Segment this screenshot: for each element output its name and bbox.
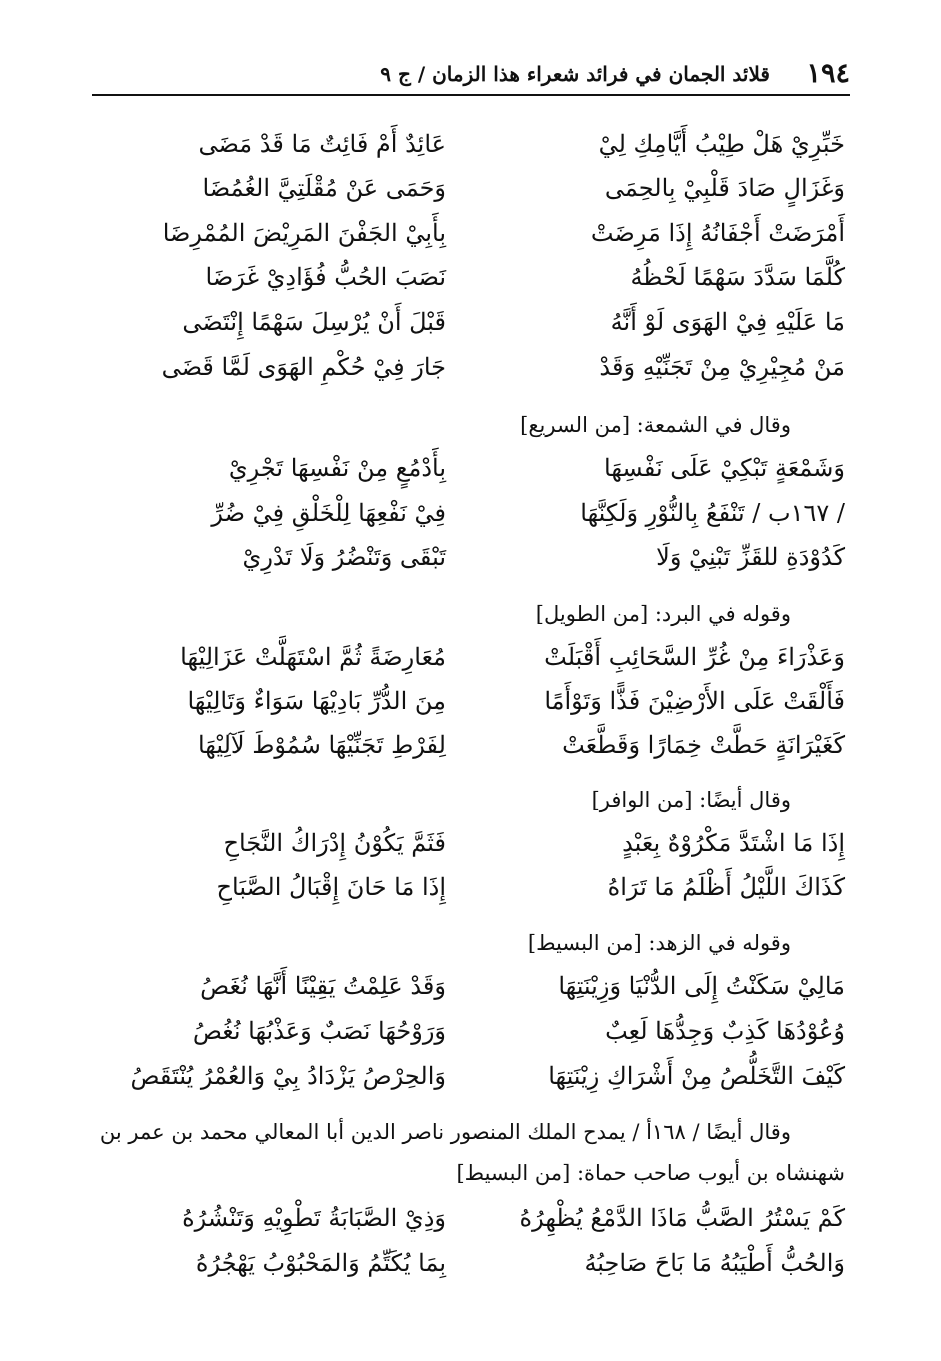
running-title: قلائد الجمان في فرائد شعراء هذا الزمان / ج ٩ — [380, 62, 770, 86]
verse-right: وَالحُبُّ أَطْيَبُهُ مَا بَاحَ صَاحِبُهُ — [584, 1249, 845, 1277]
verse-right: وَعَذْرَاءَ مِنْ غُرِّ السَّحَائِبِ أَقْبَلَتْ — [544, 643, 845, 671]
verse-left: وَذِيْ الصَّبَابَةُ تَطْوِيْهِ وَتَنْشُرُهُ — [182, 1204, 446, 1232]
verse-right: مَنْ مُجِيْرِيْ مِنْ تَجَنِّيْهِ وَقَدْ — [599, 353, 845, 381]
section-intro: وقال في الشمعة: [من السريع] — [520, 413, 791, 437]
verse-left: بِأَدْمُعٍ مِنْ نَفْسِهَا تَجْرِيْ — [228, 454, 446, 482]
page-header — [92, 58, 850, 94]
section-intro: وقال أيضًا: [من الوافر] — [591, 788, 791, 812]
verse-right: فَأَلْقَتْ عَلَى الأَرْضِيْنَ فَذًّا وَتَوْأَمًا — [544, 687, 845, 715]
verse-left: تَبْقَى وَتَنْضُرُ وَلَا تَدْرِيْ — [242, 543, 446, 571]
verse-right: كَذَاكَ اللَّيْلُ أَظْلَمُ مَا تَرَاهُ — [607, 873, 845, 901]
section-intro-continued: شهنشاه بن أيوب صاحب حماة: [من البسيط] — [456, 1161, 845, 1185]
verse-left: مِنَ الدُّرِّ بَادِيْهَا سَوَاءٌ وَتَالِيْهَا — [187, 687, 446, 715]
verse-right: كَيْفَ التَّخَلُّصُ مِنْ أَشْرَاكِ زِيْنَتِهَا — [548, 1062, 845, 1090]
verse-right: وَشَمْعَةٍ تَبْكِيْ عَلَى نَفْسِهَا — [604, 454, 845, 482]
section-intro: وقال أيضًا / ١٦٨أ / يمدح الملك المنصور ناصر الدين أبا المعالي محمد بن عمر بن — [99, 1120, 791, 1144]
page-number: ١٩٤ — [806, 58, 850, 89]
verse-right: إِذَا مَا اشْتَدَّ مَكْرُوْهٌ بِعَبْدٍ — [622, 829, 845, 857]
section-intro: وقوله في البرد: [من الطويل] — [535, 602, 791, 626]
header-rule — [92, 94, 850, 96]
verse-left: لِفَرْطِ تَجَنِّيْهَا سُمُوْطَ لَآلِيْهَا — [197, 731, 446, 759]
verse-left: قَبْلَ أَنْ يُرْسِلَ سَهْمًا إِنْتَضَى — [182, 308, 446, 336]
verse-left: فَثَمَّ يَكُوْنُ إِدْرَاكُ النَّجَاحِ — [223, 829, 446, 857]
verse-right: أَمْرَضَتْ أَجْفَانُهُ إِذَا مَرِضَتْ — [590, 219, 845, 247]
verse-left: إِذَا مَا حَانَ إِقْبَالُ الصَّبَاحِ — [216, 873, 446, 901]
verse-left: مُعَارِضَةً ثُمَّ اسْتَهَلَّتْ عَزَالِيْهَا — [180, 643, 446, 671]
verse-right: وُعُوْدُهَا كَذِبٌ وَجِدُّهَا لَعِبٌ — [605, 1017, 845, 1045]
verse-right: كَمْ يَسْتُرُ الصَّبُّ مَاذَا الدَّمْعُ يُظْهِرُهُ — [519, 1204, 845, 1232]
verse-right: كَغَيْرَانَةٍ حَطَّتْ خِمَارًا وَقَطَّعَتْ — [562, 731, 845, 759]
verse-left: فِيْ نَفْعِهَا لِلْخَلْقِ فِيْ ضُرِّ — [211, 499, 446, 527]
verse-right: مَا عَلَيْهِ فِيْ الهَوَى لَوْ أَنَّهُ — [610, 308, 845, 336]
verse-right: مَالِيْ سَكَنْتُ إِلَى الدُّنْيَا وَزِيْنَتِهَا — [558, 972, 845, 1000]
verse-left: بِأَبِيْ الجَفْنَ المَرِيْضَ المُمْرِضَا — [162, 219, 446, 247]
verse-left: عَائِدٌ أَمْ فَائِتٌ مَا قَدْ مَضَى — [198, 130, 446, 158]
verse-left: جَارَ فِيْ حُكْمِ الهَوَى لَمَّا قَضَى — [161, 353, 446, 381]
verse-right: كَدُوْدَةِ للقَزِّ تَبْنِيْ وَلَا — [656, 543, 845, 571]
verse-left: وَالحِرْصُ يَزْدَادُ بِيْ وَالعُمْرُ يُنْتَقَصُ — [130, 1062, 446, 1090]
verse-left: بِمَا يُكَتِّمُ وَالمَحْبُوْبُ يَهْجُرُهُ — [195, 1249, 446, 1277]
section-intro: وقوله في الزهد: [من البسيط] — [527, 931, 791, 955]
verse-left: نَصَبَ الحُبُّ فُؤَادِيْ غَرَضَا — [205, 263, 446, 291]
verse-left: وَحَمَى عَنْ مُقْلَتِيَّ الغُمُضَا — [202, 174, 446, 202]
verse-right: خَبِّرِيْ هَلْ طِيْبُ أَيَّامِكِ لِيْ — [598, 130, 845, 158]
verse-right: / ١٦٧ب / تَنْفَعُ بِالنُّوْرِ وَلَكِنَّهَا — [580, 499, 845, 527]
verse-left: وَرَوْحُهَا نَصَبٌ وَعَذْبُهَا نُغُصُ — [192, 1017, 446, 1045]
verse-left: وَقَدْ عَلِمْتُ يَقِيْنًا أَنَّهَا نُغَصُ — [200, 972, 446, 1000]
verse-right: وَغَزَالٍ صَادَ قَلْبِيْ بِالحِمَى — [604, 174, 845, 202]
verse-right: كُلَّمَا سَدَّدَ سَهْمًا لَحْظُهُ — [630, 263, 845, 291]
